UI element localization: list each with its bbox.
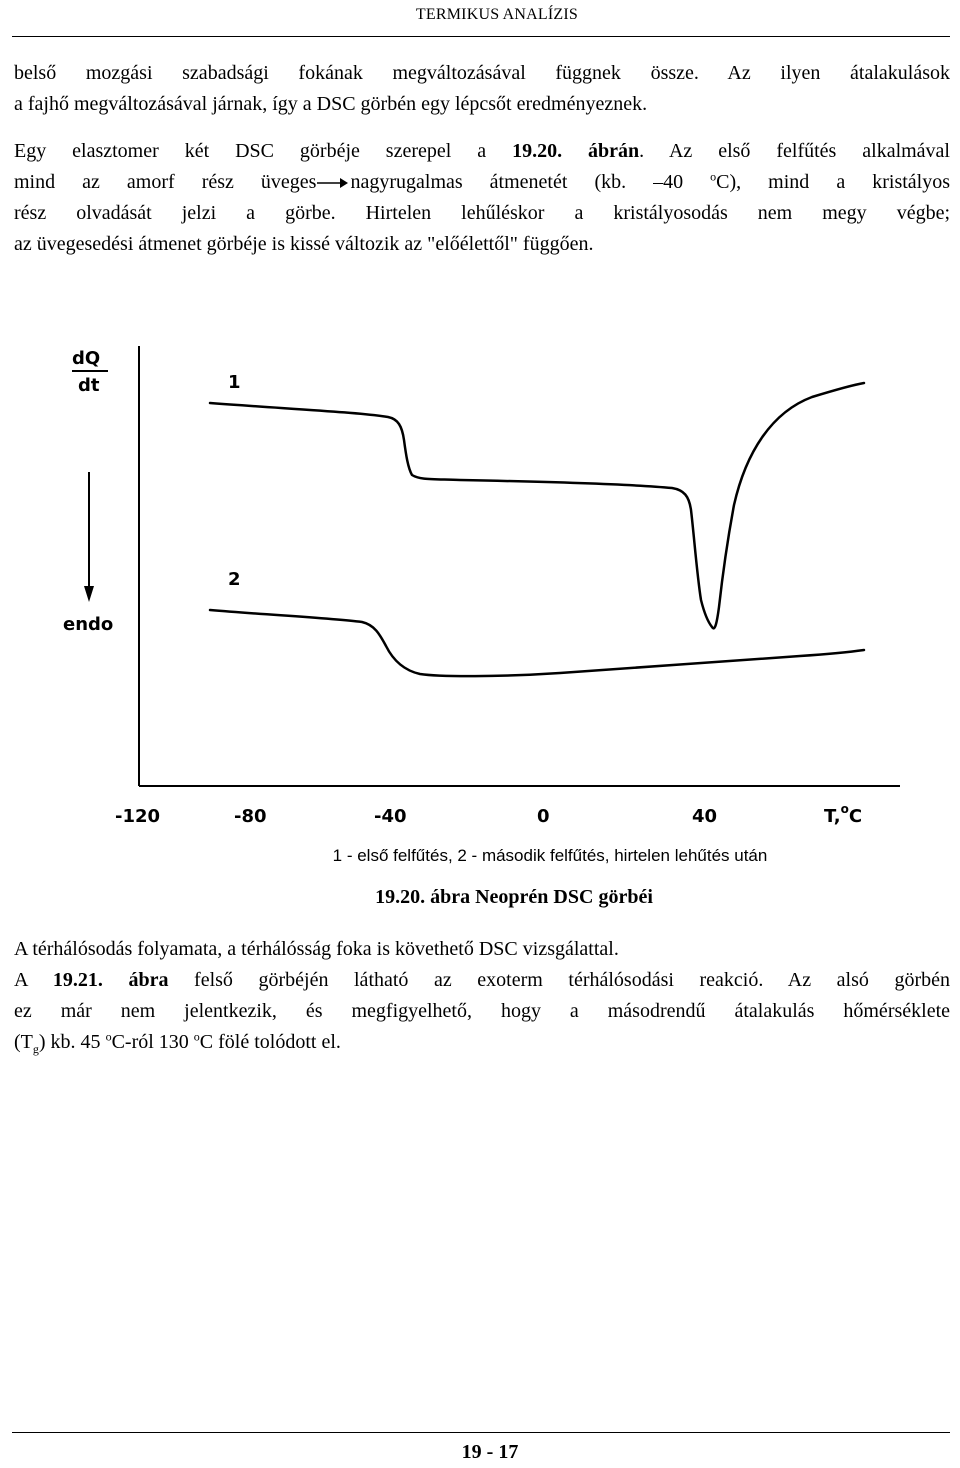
degree-superscript: o bbox=[193, 1029, 200, 1044]
figure-reference: ábra bbox=[128, 969, 169, 991]
degree-superscript: o bbox=[710, 169, 717, 184]
curve-2 bbox=[210, 610, 864, 676]
curve-1 bbox=[210, 383, 864, 628]
paragraph-intro bbox=[14, 58, 950, 120]
figure-reference: 19.21. bbox=[52, 969, 103, 991]
paragraph-line: A térhálósodás folyamata, a térhálósság foka is követhető DSC vizsgálattal. bbox=[14, 938, 619, 960]
paragraph-line: a fajhő megváltozásával járnak, így a DSC görbén egy lépcsőt eredményeznek. bbox=[14, 93, 648, 115]
text-run bbox=[103, 969, 129, 991]
footer-divider bbox=[12, 1432, 950, 1433]
text-run: felső görbéjén látható az exoterm térhálósodási reakció. Az alsó görbén bbox=[168, 969, 950, 991]
text-run: (T bbox=[14, 1031, 33, 1053]
text-run: Egy elasztomer két DSC görbéje szerepel a bbox=[14, 140, 513, 162]
text-run: . Az első felfűtés alkalmával bbox=[639, 140, 950, 162]
x-tick-label: -120 bbox=[115, 806, 161, 827]
paragraph-line bbox=[14, 965, 950, 996]
curve-1-label: 1 bbox=[228, 372, 241, 393]
running-header: TERMIKUS ANALÍZIS bbox=[415, 6, 578, 23]
glass-transition-subscript: g bbox=[32, 1042, 39, 1056]
text-run: ) kb. 45 bbox=[38, 1031, 106, 1053]
figure-reference: 19.20. ábrán bbox=[512, 140, 640, 162]
figure-legend-note: 1 - első felfűtés, 2 - második felfűtés, hirtelen lehűtés után bbox=[332, 846, 768, 865]
text-run: C-ról 130 bbox=[111, 1031, 194, 1053]
paragraph-crosslinking bbox=[14, 934, 950, 1058]
paragraph-line bbox=[14, 167, 950, 198]
right-arrow-icon bbox=[316, 176, 350, 190]
page-number: 19 - 17 bbox=[461, 1441, 519, 1463]
paragraph-dsc-description bbox=[14, 136, 950, 260]
x-axis-unit: T,$^o$C bbox=[824, 802, 863, 827]
paragraph-line: rész olvadását jelzi a görbe. Hirtelen lehűléskor a kristályosodás nem megy végbe; bbox=[14, 202, 950, 224]
curve-2-label: 2 bbox=[228, 569, 241, 590]
x-tick-label: 40 bbox=[692, 806, 718, 827]
text-run: C), mind a kristályos bbox=[716, 171, 950, 193]
figure-caption: 19.20. ábra Neoprén DSC görbéi bbox=[375, 886, 653, 908]
dsc-chart bbox=[0, 330, 960, 840]
header-divider bbox=[12, 36, 950, 37]
degree-superscript: o bbox=[105, 1029, 112, 1044]
paragraph-line: belső mozgási szabadsági fokának megváltozásával függnek össze. Az ilyen átalakulások bbox=[14, 62, 950, 84]
endo-arrow-head bbox=[84, 586, 94, 602]
text-run: nagyrugalmas átmenetét (kb. –40 bbox=[350, 171, 711, 193]
ylabel-numerator: dQ bbox=[72, 348, 101, 369]
ylabel-denominator: dt bbox=[78, 375, 100, 396]
dsc-figure bbox=[0, 330, 960, 840]
x-tick-label: -80 bbox=[234, 806, 267, 827]
paragraph-line: az üvegesedési átmenet görbéje is kissé változik az "előélettől" függően. bbox=[14, 233, 594, 255]
x-tick-label: -40 bbox=[374, 806, 407, 827]
paragraph-line bbox=[14, 1027, 950, 1058]
text-run: A bbox=[14, 969, 53, 991]
text-run: C fölé tolódott el. bbox=[199, 1031, 341, 1053]
x-tick-label: 0 bbox=[537, 806, 550, 827]
endo-label: endo bbox=[63, 614, 114, 635]
text-run: mind az amorf rész üveges bbox=[14, 171, 317, 193]
paragraph-line: ez már nem jelentkezik, és megfigyelhető, hogy a másodrendű átalakulás hőmérséklete bbox=[14, 1000, 950, 1022]
paragraph-line bbox=[14, 136, 950, 167]
